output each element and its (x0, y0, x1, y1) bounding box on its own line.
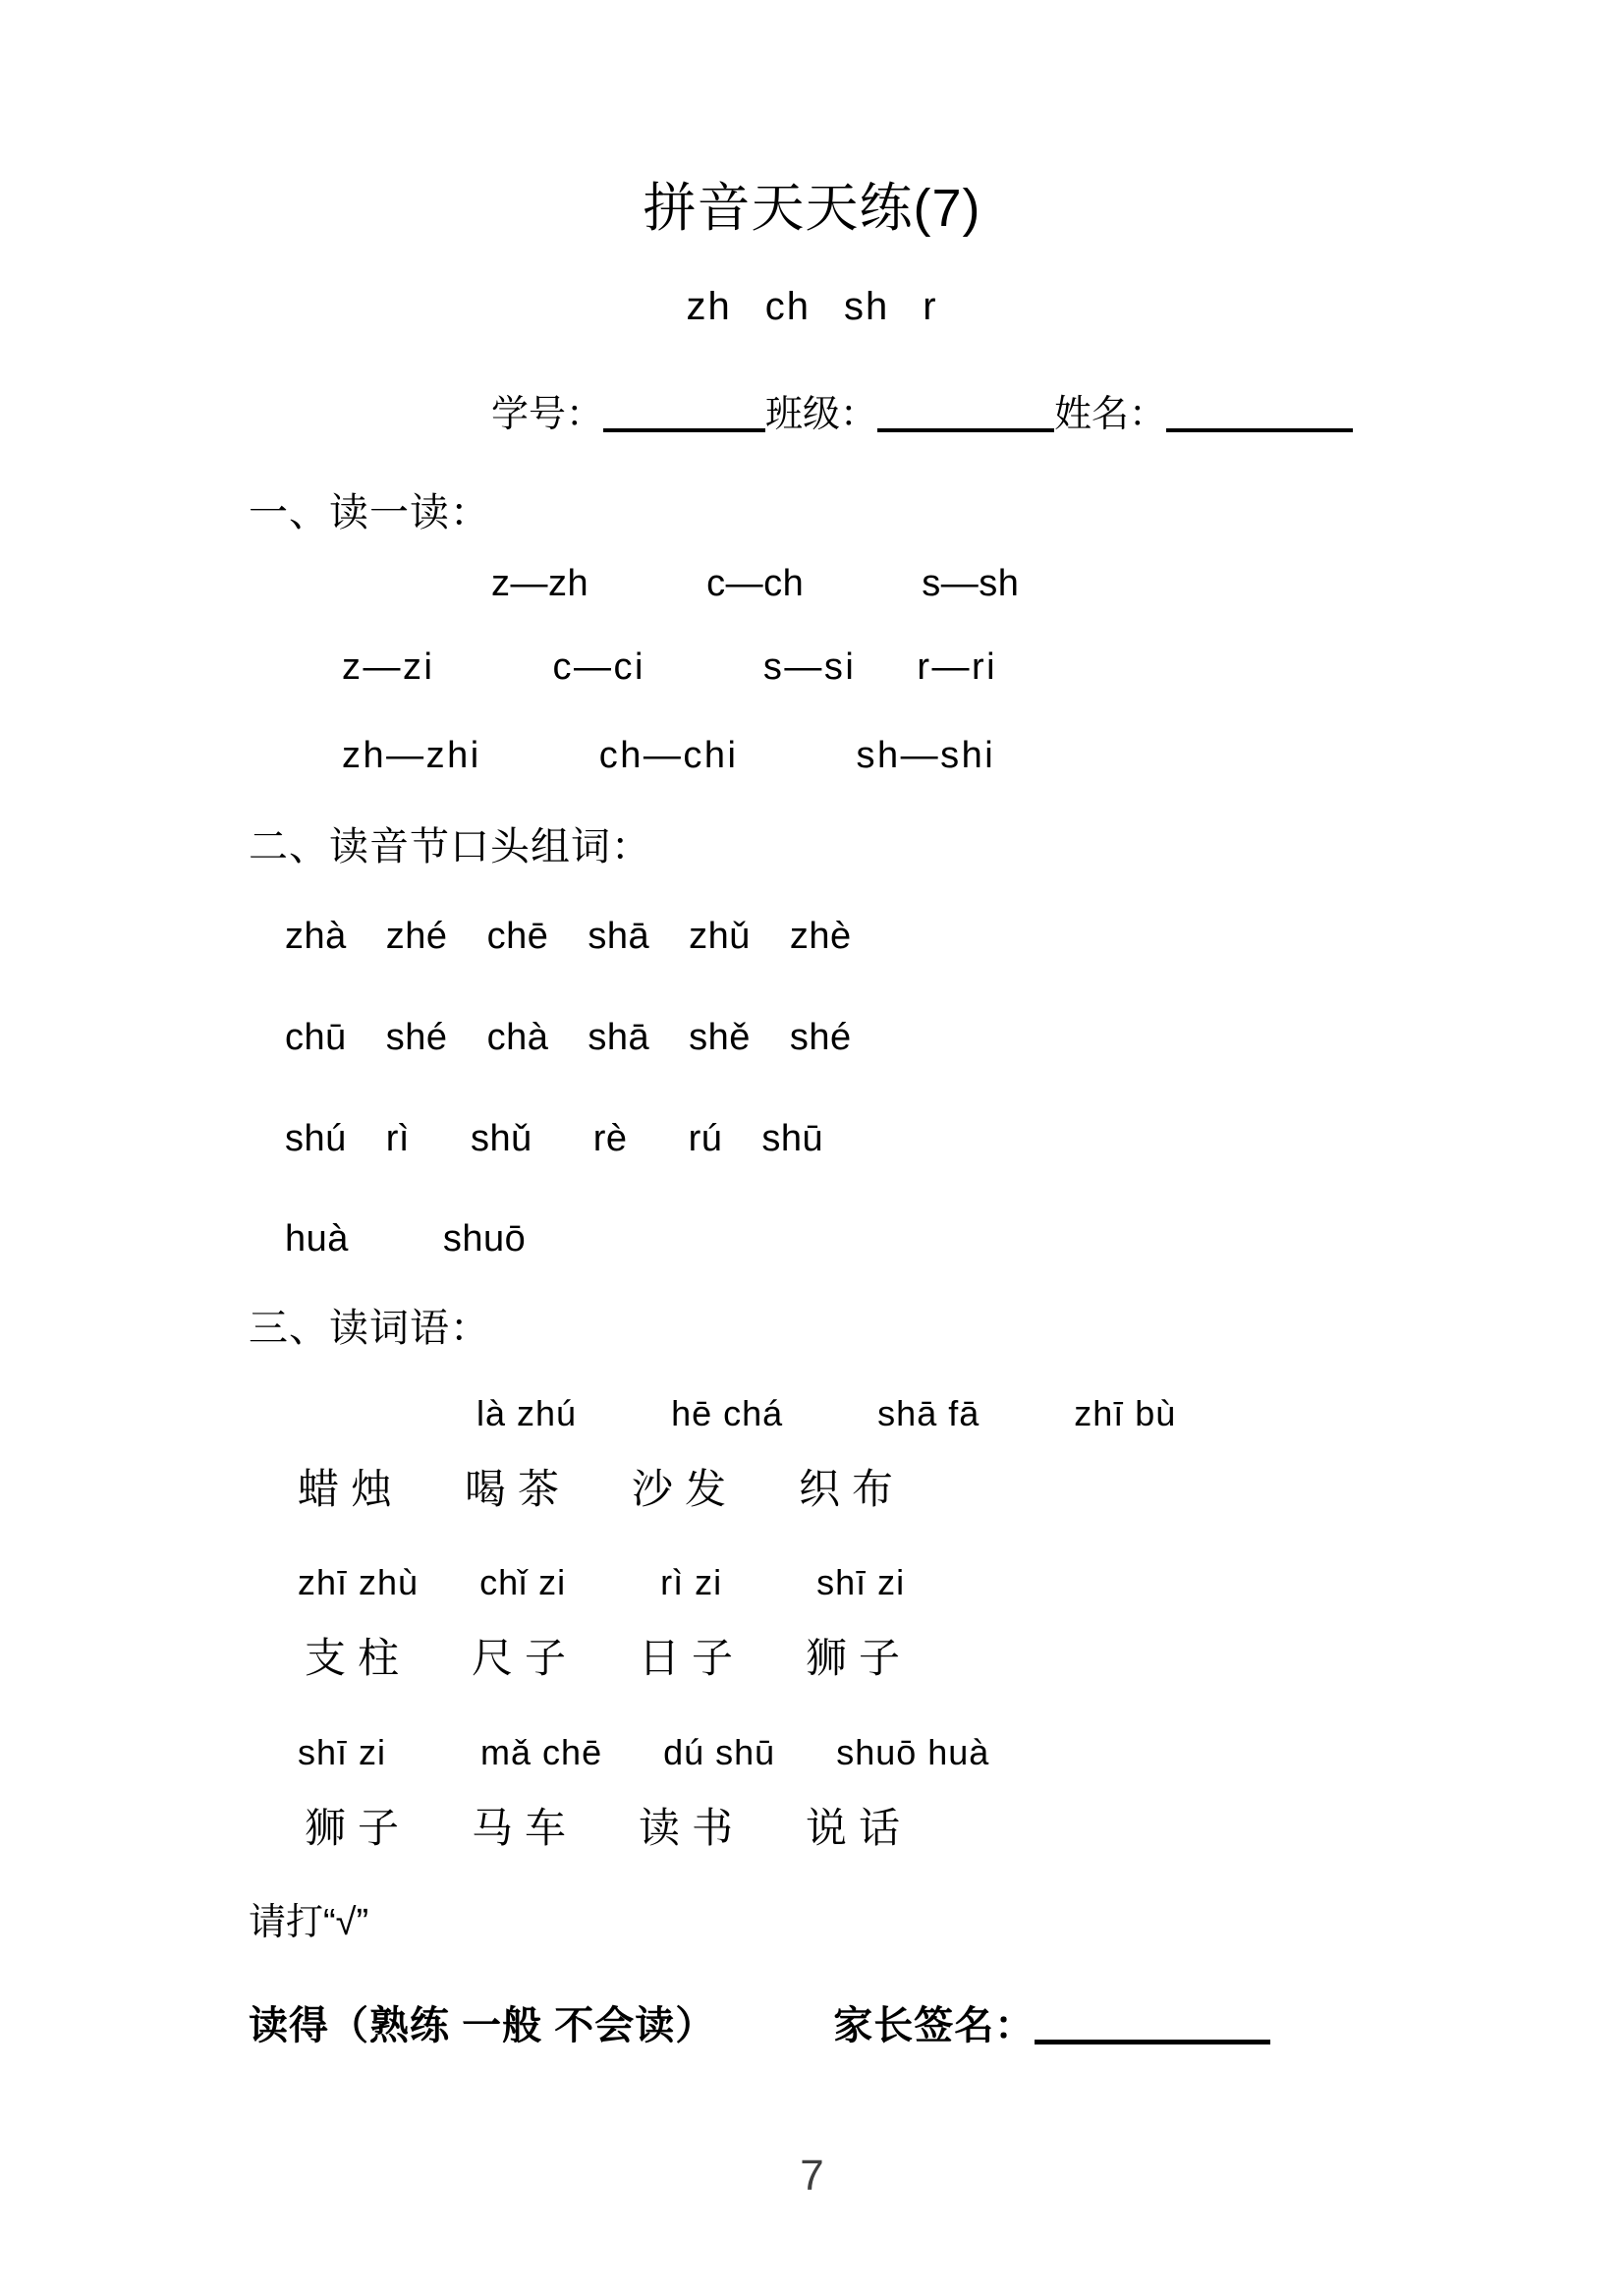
syllable: shé (789, 1017, 852, 1058)
section2-row-3 (285, 1118, 823, 1160)
syllable: shú (285, 1118, 347, 1159)
footer-row (249, 1994, 1270, 2050)
student-id-field[interactable] (603, 428, 765, 432)
name-field[interactable] (1166, 428, 1353, 432)
word-group-1-pinyin (476, 1393, 1176, 1434)
section-heading-3: 三、读词语： (249, 1307, 490, 1350)
pinyin-pair: z—zh (491, 563, 589, 604)
word-hanzi: 马车 (472, 1805, 579, 1851)
page-number: 7 (800, 2152, 824, 2200)
word-hanzi: 沙发 (632, 1466, 739, 1512)
pinyin-pair: s—si (762, 646, 857, 688)
section1-row-2 (342, 646, 997, 689)
word-pinyin: dú shū (663, 1732, 776, 1772)
subtitle-part-sh: sh (843, 285, 890, 328)
syllable: rì (385, 1118, 410, 1159)
word-pinyin: shī zi (298, 1732, 387, 1772)
student-id-label: 学号： (491, 394, 604, 435)
word-hanzi: 织布 (799, 1466, 906, 1512)
syllable: rè (592, 1118, 628, 1159)
pinyin-pair: c—ci (552, 646, 645, 688)
word-hanzi: 日子 (639, 1635, 746, 1681)
syllable: chà (486, 1017, 549, 1058)
word-hanzi: 支柱 (305, 1635, 412, 1681)
subtitle-part-zh: zh (686, 285, 732, 328)
class-label: 班级： (765, 394, 878, 435)
pinyin-pair: sh—shi (856, 735, 996, 776)
syllable: shū (761, 1118, 824, 1159)
syllable: shā (588, 916, 650, 957)
name-label: 姓名： (1054, 394, 1167, 435)
word-pinyin: hē chá (671, 1393, 784, 1433)
section1-row-1 (491, 563, 1019, 605)
syllable: shě (689, 1017, 751, 1058)
page-title: 拼音天天练(7) (643, 179, 981, 238)
syllable: shā (588, 1017, 650, 1058)
section-heading-2: 二、读音节口头组词： (249, 825, 651, 868)
syllable: shé (385, 1017, 448, 1058)
word-pinyin: là zhú (476, 1393, 578, 1433)
syllable: zhǔ (689, 916, 751, 957)
pinyin-pair: zh—zhi (342, 735, 481, 776)
page-subtitle (0, 285, 1624, 329)
section2-row-1 (285, 916, 852, 958)
pinyin-pair: z—zi (342, 646, 435, 688)
word-hanzi: 尺子 (472, 1635, 579, 1681)
syllable: chē (486, 916, 549, 957)
word-pinyin: mǎ chē (480, 1732, 603, 1772)
section2-row-4 (285, 1218, 526, 1260)
syllable: zhè (789, 916, 852, 957)
section2-row-2 (285, 1017, 852, 1059)
word-pinyin: shuō huà (836, 1732, 990, 1772)
subtitle-part-r: r (923, 285, 938, 328)
word-pinyin: zhī bù (1074, 1393, 1177, 1433)
pinyin-pair: s—sh (922, 563, 1020, 604)
pinyin-pair: r—ri (917, 646, 998, 688)
signature-field[interactable] (1035, 2040, 1270, 2044)
signature-label: 家长签名： (833, 2004, 1036, 2047)
word-group-1-hanzi (298, 1457, 905, 1516)
word-pinyin: zhī zhù (298, 1562, 420, 1602)
word-pinyin: rì zi (660, 1562, 723, 1602)
word-hanzi: 说话 (806, 1805, 913, 1851)
student-info-row (491, 383, 1353, 437)
word-pinyin: chǐ zi (479, 1562, 567, 1602)
section1-row-3 (342, 735, 995, 777)
word-hanzi: 狮子 (305, 1805, 412, 1851)
word-group-2-pinyin (298, 1562, 905, 1603)
pinyin-pair: ch—chi (598, 735, 739, 776)
word-hanzi: 狮子 (806, 1635, 913, 1681)
syllable: huà (285, 1218, 349, 1260)
syllable: shuō (442, 1218, 527, 1260)
word-pinyin: shā fā (877, 1393, 980, 1433)
check-instruction: 请打“√” (249, 1902, 369, 1943)
syllable: zhé (385, 916, 448, 957)
syllable: shǔ (471, 1118, 532, 1159)
word-group-3-pinyin (298, 1732, 989, 1773)
section-heading-1: 一、读一读： (249, 491, 490, 534)
syllable: rú (688, 1118, 723, 1159)
word-hanzi: 蜡烛 (298, 1466, 405, 1512)
word-hanzi: 喝茶 (465, 1466, 572, 1512)
word-hanzi: 读书 (639, 1805, 746, 1851)
word-pinyin: shī zi (816, 1562, 906, 1602)
subtitle-part-ch: ch (764, 285, 811, 328)
pinyin-pair: c—ch (706, 563, 805, 604)
word-group-2-hanzi (305, 1626, 912, 1685)
syllable: chū (285, 1017, 347, 1058)
word-group-3-hanzi (305, 1796, 912, 1855)
class-field[interactable] (877, 428, 1054, 432)
syllable: zhà (285, 916, 347, 957)
rating-label[interactable]: 读得（熟练 一般 不会读） (249, 2004, 716, 2047)
